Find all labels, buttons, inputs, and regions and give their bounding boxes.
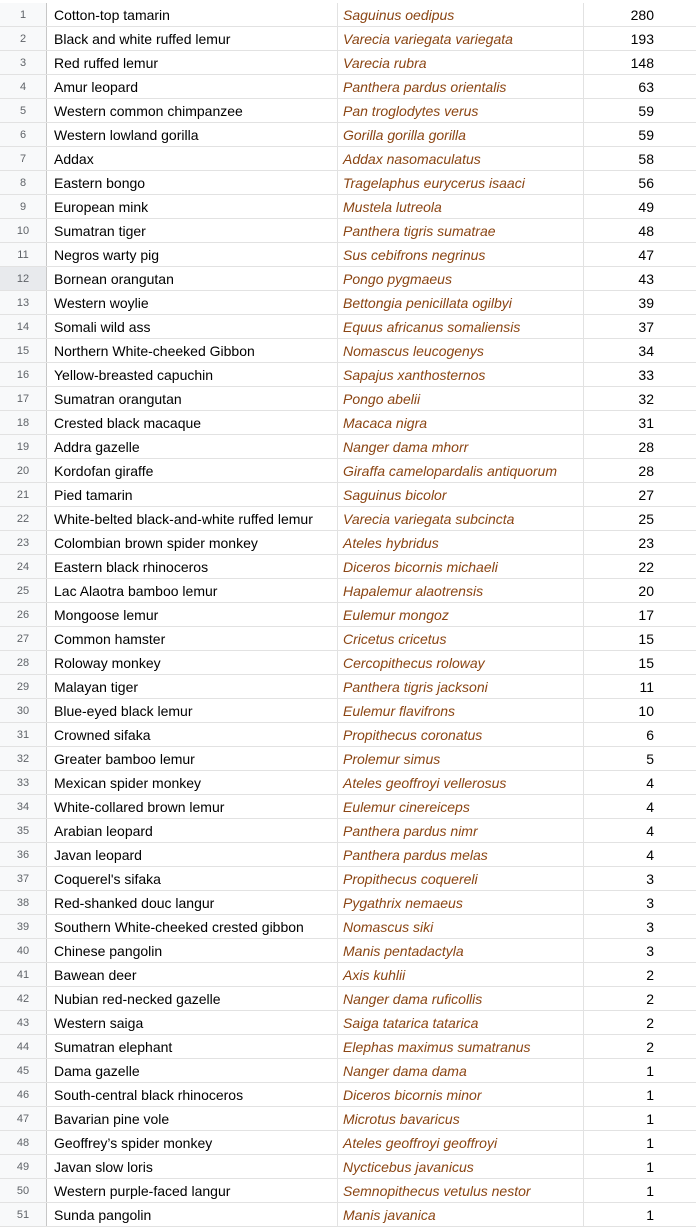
cell-common-name[interactable]: Eastern bongo <box>47 171 338 194</box>
cell-count[interactable]: 27 <box>638 486 654 503</box>
cell-common-name[interactable]: Western purple-faced langur <box>47 1179 338 1202</box>
cell-scientific-name[interactable]: Varecia variegata subcincta <box>338 507 584 530</box>
table-row <box>0 291 696 315</box>
row-header[interactable]: 46 <box>0 1083 47 1106</box>
table-row <box>0 435 696 459</box>
cell-count[interactable]: 31 <box>638 414 654 431</box>
table-row <box>0 3 696 27</box>
cell-common-name[interactable]: Greater bamboo lemur <box>47 747 338 770</box>
row-header[interactable]: 33 <box>0 771 47 794</box>
row-header[interactable]: 23 <box>0 531 47 554</box>
row-header[interactable]: 17 <box>0 387 47 410</box>
cell-count[interactable]: 1 <box>646 1206 654 1223</box>
cell-scientific-name[interactable]: Hapalemur alaotrensis <box>338 579 584 602</box>
cell-scientific-name[interactable]: Eulemur flavifrons <box>338 699 584 722</box>
table-row <box>0 1203 696 1227</box>
table-row <box>0 243 696 267</box>
table-row <box>0 147 696 171</box>
row-header[interactable]: 20 <box>0 459 47 482</box>
cell-scientific-name[interactable]: Gorilla gorilla gorilla <box>338 123 584 146</box>
cell-common-name[interactable]: Dama gazelle <box>47 1059 338 1082</box>
table-row <box>0 1107 696 1131</box>
table-row <box>0 795 696 819</box>
row-header[interactable]: 50 <box>0 1179 47 1202</box>
table-row <box>0 579 696 603</box>
row-header[interactable]: 12 <box>0 267 47 290</box>
cell-count[interactable]: 34 <box>638 342 654 359</box>
cell-scientific-name[interactable]: Pan troglodytes verus <box>338 99 584 122</box>
cell-count[interactable]: 49 <box>638 198 654 215</box>
cell-common-name[interactable]: Javan leopard <box>47 843 338 866</box>
cell-count[interactable]: 17 <box>638 606 654 623</box>
table-row <box>0 171 696 195</box>
cell-count[interactable]: 1 <box>646 1086 654 1103</box>
cell-count[interactable]: 4 <box>646 822 654 839</box>
cell-count[interactable]: 3 <box>646 894 654 911</box>
cell-scientific-name[interactable]: Semnopithecus vetulus nestor <box>338 1179 584 1202</box>
cell-scientific-name[interactable]: Nanger dama mhorr <box>338 435 584 458</box>
table-row <box>0 891 696 915</box>
cell-common-name[interactable]: Amur leopard <box>47 75 338 98</box>
row-header[interactable]: 13 <box>0 291 47 314</box>
cell-scientific-name[interactable]: Nycticebus javanicus <box>338 1155 584 1178</box>
row-header[interactable]: 43 <box>0 1011 47 1034</box>
cell-count[interactable]: 4 <box>646 846 654 863</box>
cell-common-name[interactable]: Kordofan giraffe <box>47 459 338 482</box>
cell-common-name[interactable]: Black and white ruffed lemur <box>47 27 338 50</box>
cell-count[interactable]: 193 <box>630 30 654 47</box>
table-row <box>0 267 696 291</box>
row-header[interactable]: 21 <box>0 483 47 506</box>
row-header[interactable]: 25 <box>0 579 47 602</box>
cell-scientific-name[interactable]: Saiga tatarica tatarica <box>338 1011 584 1034</box>
row-header[interactable]: 3 <box>0 51 47 74</box>
table-row <box>0 963 696 987</box>
cell-common-name[interactable]: Eastern black rhinoceros <box>47 555 338 578</box>
cell-common-name[interactable]: Sumatran elephant <box>47 1035 338 1058</box>
cell-scientific-name[interactable]: Panthera tigris sumatrae <box>338 219 584 242</box>
table-row <box>0 747 696 771</box>
cell-scientific-name[interactable]: Manis javanica <box>338 1203 584 1226</box>
cell-common-name[interactable]: Roloway monkey <box>47 651 338 674</box>
row-header[interactable]: 11 <box>0 243 47 266</box>
cell-scientific-name[interactable]: Saguinus oedipus <box>338 3 584 26</box>
cell-scientific-name[interactable]: Bettongia penicillata ogilbyi <box>338 291 584 314</box>
cell-common-name[interactable]: Mexican spider monkey <box>47 771 338 794</box>
row-header[interactable]: 32 <box>0 747 47 770</box>
row-header[interactable]: 14 <box>0 315 47 338</box>
cell-count[interactable]: 63 <box>638 78 654 95</box>
table-row <box>0 123 696 147</box>
table-row <box>0 651 696 675</box>
cell-scientific-name[interactable]: Nanger dama ruficollis <box>338 987 584 1010</box>
cell-common-name[interactable]: Malayan tiger <box>47 675 338 698</box>
row-header[interactable]: 36 <box>0 843 47 866</box>
row-header[interactable]: 9 <box>0 195 47 218</box>
cell-count[interactable]: 148 <box>630 54 654 71</box>
cell-count[interactable]: 4 <box>646 798 654 815</box>
cell-common-name[interactable]: Western lowland gorilla <box>47 123 338 146</box>
cell-scientific-name[interactable]: Tragelaphus eurycerus isaaci <box>338 171 584 194</box>
cell-common-name[interactable]: Common hamster <box>47 627 338 650</box>
table-row <box>0 27 696 51</box>
cell-scientific-name[interactable]: Equus africanus somaliensis <box>338 315 584 338</box>
table-row <box>0 531 696 555</box>
cell-scientific-name[interactable]: Manis pentadactyla <box>338 939 584 962</box>
cell-scientific-name[interactable]: Macaca nigra <box>338 411 584 434</box>
cell-scientific-name[interactable]: Eulemur mongoz <box>338 603 584 626</box>
cell-count[interactable]: 59 <box>638 126 654 143</box>
cell-common-name[interactable]: Arabian leopard <box>47 819 338 842</box>
cell-scientific-name[interactable]: Panthera pardus nimr <box>338 819 584 842</box>
table-row <box>0 915 696 939</box>
cell-count[interactable]: 59 <box>638 102 654 119</box>
cell-count[interactable]: 20 <box>638 582 654 599</box>
table-row <box>0 555 696 579</box>
table-row <box>0 1083 696 1107</box>
table-row <box>0 219 696 243</box>
cell-common-name[interactable]: Somali wild ass <box>47 315 338 338</box>
cell-scientific-name[interactable]: Sus cebifrons negrinus <box>338 243 584 266</box>
row-header[interactable]: 22 <box>0 507 47 530</box>
row-header[interactable]: 37 <box>0 867 47 890</box>
cell-scientific-name[interactable]: Propithecus coquereli <box>338 867 584 890</box>
cell-scientific-name[interactable]: Cercopithecus roloway <box>338 651 584 674</box>
cell-count[interactable]: 4 <box>646 774 654 791</box>
cell-common-name[interactable]: Bawean deer <box>47 963 338 986</box>
cell-common-name[interactable]: Coquerel's sifaka <box>47 867 338 890</box>
cell-common-name[interactable]: Javan slow loris <box>47 1155 338 1178</box>
cell-count[interactable]: 28 <box>638 462 654 479</box>
table-row <box>0 939 696 963</box>
row-header[interactable]: 40 <box>0 939 47 962</box>
row-header[interactable]: 24 <box>0 555 47 578</box>
row-header[interactable]: 35 <box>0 819 47 842</box>
cell-scientific-name[interactable]: Ateles geoffroyi geoffroyi <box>338 1131 584 1154</box>
cell-common-name[interactable]: Mongoose lemur <box>47 603 338 626</box>
cell-common-name[interactable]: Southern White-cheeked crested gibbon <box>47 915 338 938</box>
cell-common-name[interactable]: Bornean orangutan <box>47 267 338 290</box>
row-header[interactable]: 19 <box>0 435 47 458</box>
row-header[interactable]: 16 <box>0 363 47 386</box>
table-row <box>0 867 696 891</box>
cell-common-name[interactable]: Addax <box>47 147 338 170</box>
table-row <box>0 1179 696 1203</box>
cell-common-name[interactable]: Crowned sifaka <box>47 723 338 746</box>
row-header[interactable]: 15 <box>0 339 47 362</box>
cell-common-name[interactable]: South-central black rhinoceros <box>47 1083 338 1106</box>
cell-count[interactable]: 1 <box>646 1134 654 1151</box>
cell-count[interactable]: 1 <box>646 1110 654 1127</box>
cell-common-name[interactable]: Sumatran tiger <box>47 219 338 242</box>
cell-scientific-name[interactable]: Nomascus leucogenys <box>338 339 584 362</box>
cell-scientific-name[interactable]: Varecia variegata variegata <box>338 27 584 50</box>
table-row <box>0 627 696 651</box>
cell-common-name[interactable]: Blue-eyed black lemur <box>47 699 338 722</box>
cell-count[interactable]: 2 <box>646 1038 654 1055</box>
table-row <box>0 99 696 123</box>
table-row <box>0 603 696 627</box>
cell-scientific-name[interactable]: Axis kuhlii <box>338 963 584 986</box>
row-header[interactable]: 38 <box>0 891 47 914</box>
cell-common-name[interactable]: Red ruffed lemur <box>47 51 338 74</box>
row-header[interactable]: 5 <box>0 99 47 122</box>
cell-scientific-name[interactable]: Nomascus siki <box>338 915 584 938</box>
cell-common-name[interactable]: Negros warty pig <box>47 243 338 266</box>
cell-common-name[interactable]: Lac Alaotra bamboo lemur <box>47 579 338 602</box>
cell-scientific-name[interactable]: Varecia rubra <box>338 51 584 74</box>
table-row <box>0 315 696 339</box>
cell-scientific-name[interactable]: Propithecus coronatus <box>338 723 584 746</box>
cell-common-name[interactable]: Crested black macaque <box>47 411 338 434</box>
table-row <box>0 1035 696 1059</box>
cell-common-name[interactable]: Geoffrey’s spider monkey <box>47 1131 338 1154</box>
table-row <box>0 411 696 435</box>
cell-common-name[interactable]: Northern White-cheeked Gibbon <box>47 339 338 362</box>
cell-scientific-name[interactable]: Diceros bicornis minor <box>338 1083 584 1106</box>
cell-count[interactable]: 56 <box>638 174 654 191</box>
row-header[interactable]: 41 <box>0 963 47 986</box>
row-header[interactable]: 18 <box>0 411 47 434</box>
cell-count[interactable]: 3 <box>646 942 654 959</box>
table-row <box>0 1131 696 1155</box>
cell-scientific-name[interactable]: Ateles geoffroyi vellerosus <box>338 771 584 794</box>
row-header[interactable]: 10 <box>0 219 47 242</box>
cell-scientific-name[interactable]: Elephas maximus sumatranus <box>338 1035 584 1058</box>
cell-scientific-name[interactable]: Saguinus bicolor <box>338 483 584 506</box>
row-header[interactable]: 49 <box>0 1155 47 1178</box>
cell-scientific-name[interactable]: Microtus bavaricus <box>338 1107 584 1130</box>
table-row <box>0 339 696 363</box>
row-header[interactable]: 45 <box>0 1059 47 1082</box>
cell-scientific-name[interactable]: Panthera pardus melas <box>338 843 584 866</box>
cell-count[interactable]: 3 <box>646 918 654 935</box>
table-row <box>0 75 696 99</box>
cell-common-name[interactable]: White-collared brown lemur <box>47 795 338 818</box>
table-row <box>0 771 696 795</box>
table-row <box>0 195 696 219</box>
cell-common-name[interactable]: Western woylie <box>47 291 338 314</box>
table-row <box>0 1059 696 1083</box>
row-header[interactable]: 26 <box>0 603 47 626</box>
cell-count[interactable]: 2 <box>646 990 654 1007</box>
cell-common-name[interactable]: Western common chimpanzee <box>47 99 338 122</box>
cell-scientific-name[interactable]: Panthera tigris jacksoni <box>338 675 584 698</box>
row-header[interactable]: 30 <box>0 699 47 722</box>
cell-count[interactable]: 5 <box>646 750 654 767</box>
row-header[interactable]: 44 <box>0 1035 47 1058</box>
cell-common-name[interactable]: Cotton-top tamarin <box>47 3 338 26</box>
cell-count[interactable]: 37 <box>638 318 654 335</box>
cell-scientific-name[interactable]: Giraffa camelopardalis antiquorum <box>338 459 584 482</box>
cell-count[interactable]: 33 <box>638 366 654 383</box>
row-header[interactable]: 48 <box>0 1131 47 1154</box>
cell-scientific-name[interactable]: Pongo pygmaeus <box>338 267 584 290</box>
table-row <box>0 51 696 75</box>
cell-count[interactable]: 280 <box>630 6 654 23</box>
row-header[interactable]: 4 <box>0 75 47 98</box>
cell-common-name[interactable]: Yellow-breasted capuchin <box>47 363 338 386</box>
row-header[interactable]: 7 <box>0 147 47 170</box>
cell-scientific-name[interactable]: Panthera pardus orientalis <box>338 75 584 98</box>
cell-scientific-name[interactable]: Pygathrix nemaeus <box>338 891 584 914</box>
row-header[interactable]: 31 <box>0 723 47 746</box>
cell-count[interactable]: 39 <box>638 294 654 311</box>
cell-scientific-name[interactable]: Diceros bicornis michaeli <box>338 555 584 578</box>
cell-scientific-name[interactable]: Ateles hybridus <box>338 531 584 554</box>
cell-scientific-name[interactable]: Mustela lutreola <box>338 195 584 218</box>
row-header[interactable]: 51 <box>0 1203 47 1226</box>
row-header[interactable]: 47 <box>0 1107 47 1130</box>
cell-count[interactable]: 58 <box>638 150 654 167</box>
row-header[interactable]: 28 <box>0 651 47 674</box>
cell-count[interactable]: 47 <box>638 246 654 263</box>
table-row <box>0 387 696 411</box>
cell-common-name[interactable]: Bavarian pine vole <box>47 1107 338 1130</box>
table-row <box>0 987 696 1011</box>
cell-common-name[interactable]: Addra gazelle <box>47 435 338 458</box>
cell-count[interactable]: 6 <box>646 726 654 743</box>
row-header[interactable]: 1 <box>0 3 47 26</box>
cell-scientific-name[interactable]: Pongo abelii <box>338 387 584 410</box>
cell-common-name[interactable]: Western saiga <box>47 1011 338 1034</box>
cell-common-name[interactable]: Pied tamarin <box>47 483 338 506</box>
cell-scientific-name[interactable]: Addax nasomaculatus <box>338 147 584 170</box>
cell-count[interactable]: 28 <box>638 438 654 455</box>
table-row <box>0 363 696 387</box>
cell-count[interactable]: 23 <box>638 534 654 551</box>
cell-count[interactable]: 25 <box>638 510 654 527</box>
cell-scientific-name[interactable]: Sapajus xanthosternos <box>338 363 584 386</box>
spreadsheet-grid <box>0 3 696 1227</box>
cell-common-name[interactable]: Sunda pangolin <box>47 1203 338 1226</box>
table-row <box>0 459 696 483</box>
table-row <box>0 675 696 699</box>
cell-count[interactable]: 3 <box>646 870 654 887</box>
row-header[interactable]: 42 <box>0 987 47 1010</box>
cell-count[interactable]: 43 <box>638 270 654 287</box>
cell-count[interactable]: 1 <box>646 1158 654 1175</box>
table-row <box>0 1155 696 1179</box>
row-header[interactable]: 39 <box>0 915 47 938</box>
table-row <box>0 723 696 747</box>
cell-count[interactable]: 10 <box>638 702 654 719</box>
row-header[interactable]: 34 <box>0 795 47 818</box>
cell-count[interactable]: 1 <box>646 1182 654 1199</box>
cell-common-name[interactable]: Colombian brown spider monkey <box>47 531 338 554</box>
cell-common-name[interactable]: Chinese pangolin <box>47 939 338 962</box>
row-header[interactable]: 8 <box>0 171 47 194</box>
cell-scientific-name[interactable]: Cricetus cricetus <box>338 627 584 650</box>
row-header[interactable]: 6 <box>0 123 47 146</box>
row-header[interactable]: 29 <box>0 675 47 698</box>
cell-scientific-name[interactable]: Prolemur simus <box>338 747 584 770</box>
cell-common-name[interactable]: White-belted black-and-white ruffed lemur <box>47 507 338 530</box>
table-row <box>0 1011 696 1035</box>
table-row <box>0 483 696 507</box>
cell-common-name[interactable]: Red-shanked douc langur <box>47 891 338 914</box>
cell-common-name[interactable]: European mink <box>47 195 338 218</box>
row-header[interactable]: 27 <box>0 627 47 650</box>
cell-count[interactable]: 11 <box>639 678 654 695</box>
cell-count[interactable]: 1 <box>646 1062 654 1079</box>
table-row <box>0 843 696 867</box>
row-header[interactable]: 2 <box>0 27 47 50</box>
cell-count[interactable]: 2 <box>646 1014 654 1031</box>
cell-common-name[interactable]: Nubian red-necked gazelle <box>47 987 338 1010</box>
cell-common-name[interactable]: Sumatran orangutan <box>47 387 338 410</box>
cell-scientific-name[interactable]: Eulemur cinereiceps <box>338 795 584 818</box>
cell-scientific-name[interactable]: Nanger dama dama <box>338 1059 584 1082</box>
cell-count[interactable]: 32 <box>638 390 654 407</box>
table-row <box>0 507 696 531</box>
table-row <box>0 819 696 843</box>
table-row <box>0 699 696 723</box>
cell-count[interactable]: 15 <box>638 630 654 647</box>
cell-count[interactable]: 22 <box>638 558 654 575</box>
cell-count[interactable]: 2 <box>646 966 654 983</box>
cell-count[interactable]: 15 <box>638 654 654 671</box>
cell-count[interactable]: 48 <box>638 222 654 239</box>
